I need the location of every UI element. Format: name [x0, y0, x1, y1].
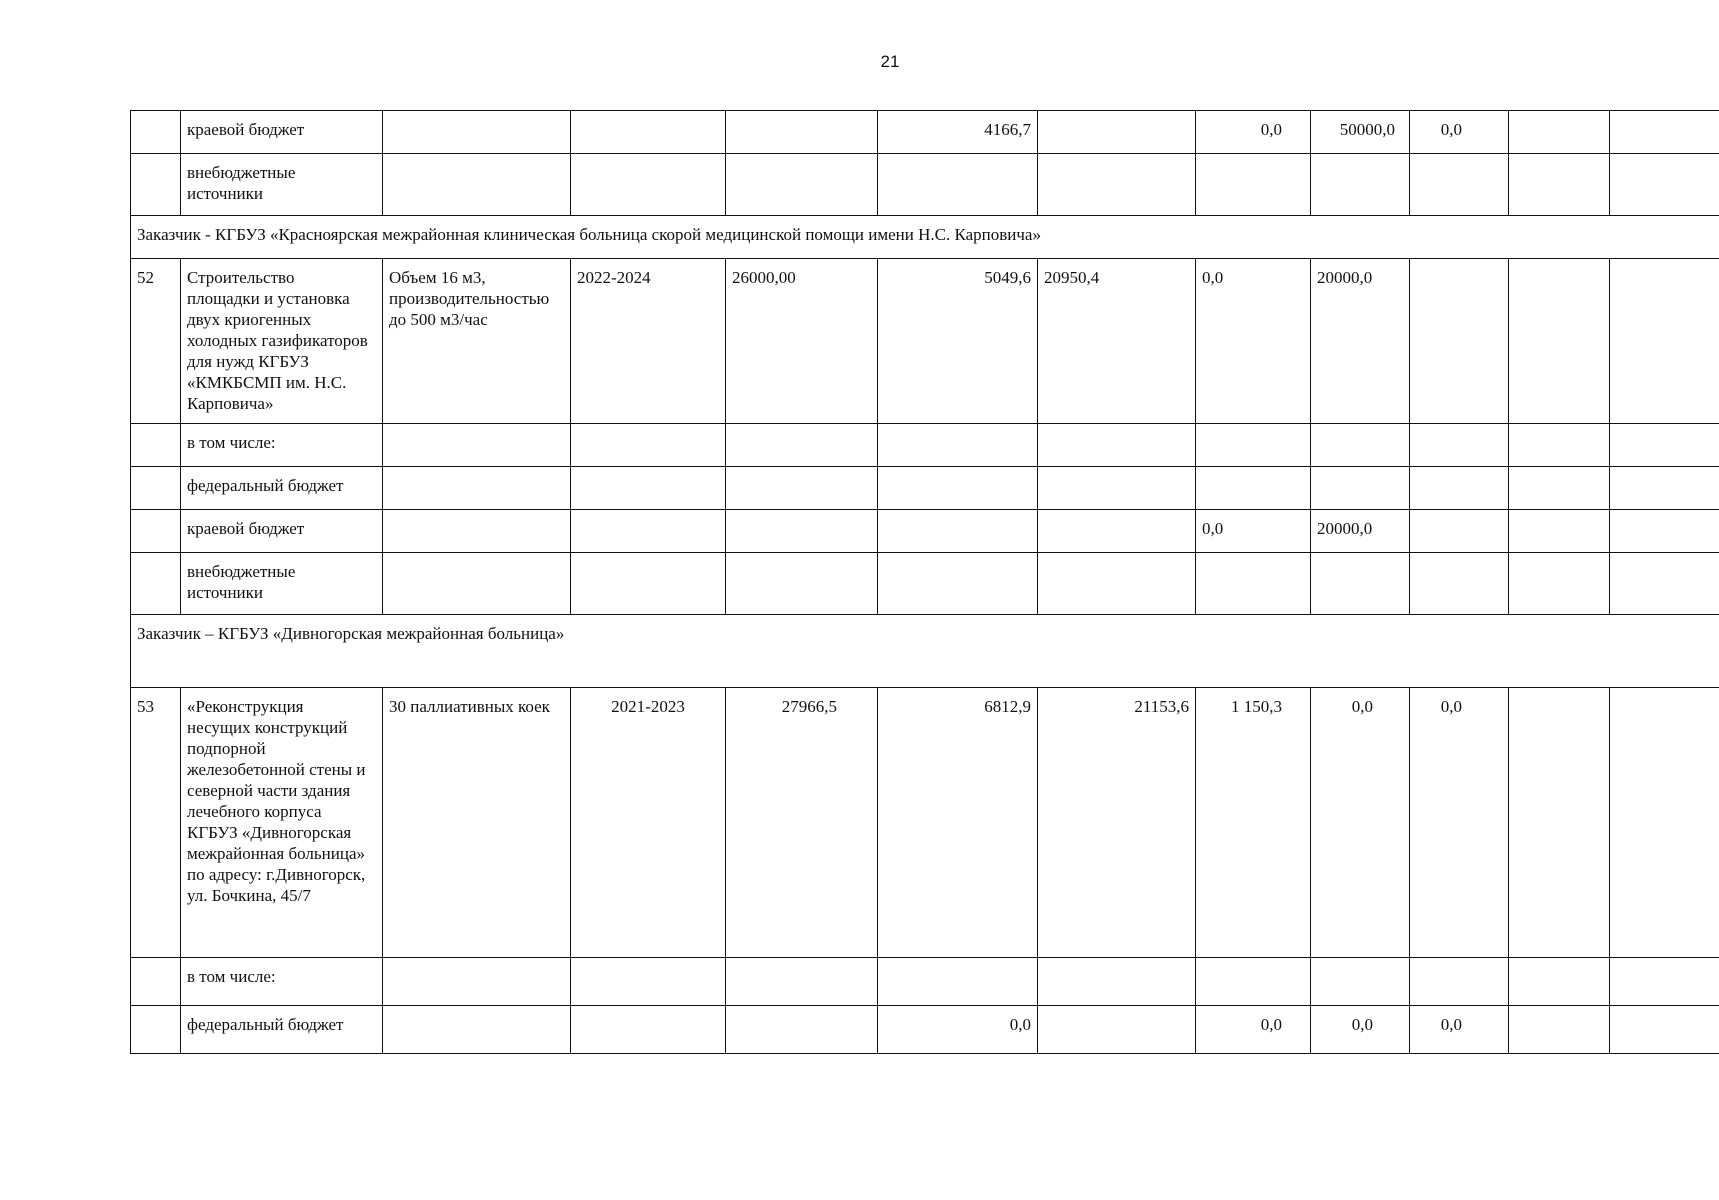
value-cell — [1410, 424, 1509, 467]
value-cell: 0,0 — [1196, 510, 1311, 553]
value-cell — [1311, 467, 1410, 510]
row-number-cell — [131, 424, 181, 467]
value-cell — [1410, 259, 1509, 424]
value-cell — [1311, 958, 1410, 1006]
customer-heading: Заказчик - КГБУЗ «Красноярская межрайонная клиническая больница скорой медицинской помощи имени Н.С. Карповича» — [131, 216, 1719, 259]
period-cell — [571, 510, 726, 553]
value-cell — [1509, 1006, 1610, 1054]
capacity-cell — [383, 958, 571, 1006]
value-cell — [1509, 259, 1610, 424]
capacity-cell — [383, 1006, 571, 1054]
value-cell — [1196, 467, 1311, 510]
capacity-cell — [383, 467, 571, 510]
value-cell — [1311, 553, 1410, 615]
value-cell — [1410, 467, 1509, 510]
value-cell: 6812,9 — [878, 688, 1038, 958]
value-cell — [1610, 553, 1719, 615]
value-cell: 0,0 — [1196, 111, 1311, 154]
estimated-cost-cell: 27966,5 — [726, 688, 878, 958]
value-cell — [1610, 259, 1719, 424]
estimated-cost-cell — [726, 510, 878, 553]
description-cell: федеральный бюджет — [181, 1006, 383, 1054]
capacity-cell: 30 паллиативных коек — [383, 688, 571, 958]
value-cell — [1509, 958, 1610, 1006]
value-cell: 0,0 — [1410, 1006, 1509, 1054]
table-row — [131, 553, 1719, 615]
table-row — [131, 467, 1719, 510]
row-number-cell — [131, 510, 181, 553]
row-number-cell — [131, 958, 181, 1006]
value-cell — [1196, 424, 1311, 467]
value-cell — [1038, 154, 1196, 216]
value-cell — [1311, 424, 1410, 467]
description-cell: Строительство площадки и установка двух криогенных холодных газификаторов для нужд КГБУЗ «КМКБСМП им. Н.С. Карповича» — [181, 259, 383, 424]
value-cell: 0,0 — [1196, 259, 1311, 424]
value-cell — [1509, 154, 1610, 216]
estimated-cost-cell — [726, 1006, 878, 1054]
value-cell — [1038, 424, 1196, 467]
value-cell — [1410, 510, 1509, 553]
period-cell — [571, 1006, 726, 1054]
capacity-cell — [383, 154, 571, 216]
description-cell: в том числе: — [181, 958, 383, 1006]
value-cell: 0,0 — [878, 1006, 1038, 1054]
period-cell — [571, 467, 726, 510]
table-row — [131, 688, 1719, 958]
estimated-cost-cell — [726, 553, 878, 615]
budget-table — [130, 110, 1719, 1054]
capacity-cell — [383, 424, 571, 467]
row-number-cell — [131, 1006, 181, 1054]
capacity-cell: Объем 16 м3, производительностью до 500 м3/час — [383, 259, 571, 424]
customer-heading: Заказчик – КГБУЗ «Дивногорская межрайонная больница» — [131, 615, 1719, 688]
period-cell — [571, 154, 726, 216]
value-cell — [1196, 958, 1311, 1006]
value-cell — [1196, 154, 1311, 216]
value-cell — [1509, 688, 1610, 958]
description-cell: «Реконструкция несущих конструкций подпорной железобетонной стены и северной части здания лечебного корпуса КГБУЗ «Дивногорская межрайонная больница» по адресу: г.Дивногорск, ул. Бочкина, 45/7 — [181, 688, 383, 958]
value-cell — [1038, 467, 1196, 510]
description-cell: внебюджетные источники — [181, 553, 383, 615]
table-row — [131, 259, 1719, 424]
value-cell — [878, 958, 1038, 1006]
value-cell — [1410, 154, 1509, 216]
row-number-cell: 52 — [131, 259, 181, 424]
period-cell — [571, 958, 726, 1006]
estimated-cost-cell — [726, 111, 878, 154]
description-cell: внебюджетные источники — [181, 154, 383, 216]
description-cell: краевой бюджет — [181, 111, 383, 154]
value-cell — [1509, 553, 1610, 615]
description-cell: в том числе: — [181, 424, 383, 467]
value-cell — [1610, 958, 1719, 1006]
value-cell — [1610, 510, 1719, 553]
value-cell — [878, 553, 1038, 615]
capacity-cell — [383, 510, 571, 553]
row-number-cell — [131, 154, 181, 216]
row-number-cell: 53 — [131, 688, 181, 958]
value-cell — [878, 510, 1038, 553]
value-cell — [1038, 1006, 1196, 1054]
value-cell: 4166,7 — [878, 111, 1038, 154]
section-row — [131, 615, 1719, 688]
section-row — [131, 216, 1719, 259]
value-cell — [1410, 958, 1509, 1006]
estimated-cost-cell — [726, 424, 878, 467]
value-cell: 5049,6 — [878, 259, 1038, 424]
period-cell — [571, 553, 726, 615]
value-cell: 21153,6 — [1038, 688, 1196, 958]
value-cell — [1610, 1006, 1719, 1054]
value-cell: 0,0 — [1311, 1006, 1410, 1054]
value-cell — [1610, 111, 1719, 154]
estimated-cost-cell — [726, 467, 878, 510]
value-cell: 20950,4 — [1038, 259, 1196, 424]
value-cell — [1509, 510, 1610, 553]
capacity-cell — [383, 553, 571, 615]
value-cell — [1509, 424, 1610, 467]
row-number-cell — [131, 553, 181, 615]
value-cell: 20000,0 — [1311, 510, 1410, 553]
document-sheet — [130, 110, 1719, 1054]
table-row — [131, 424, 1719, 467]
period-cell — [571, 424, 726, 467]
value-cell — [1038, 553, 1196, 615]
capacity-cell — [383, 111, 571, 154]
value-cell — [1196, 553, 1311, 615]
page-number: 21 — [880, 52, 900, 71]
period-cell: 2021-2023 — [571, 688, 726, 958]
value-cell: 0,0 — [1311, 688, 1410, 958]
value-cell: 0,0 — [1410, 688, 1509, 958]
value-cell — [1509, 467, 1610, 510]
description-cell: федеральный бюджет — [181, 467, 383, 510]
value-cell — [1610, 154, 1719, 216]
value-cell — [878, 424, 1038, 467]
value-cell: 0,0 — [1410, 111, 1509, 154]
table-row — [131, 154, 1719, 216]
value-cell — [1038, 111, 1196, 154]
value-cell — [1038, 958, 1196, 1006]
value-cell — [1610, 424, 1719, 467]
value-cell: 1 150,3 — [1196, 688, 1311, 958]
value-cell — [1610, 467, 1719, 510]
row-number-cell — [131, 111, 181, 154]
value-cell — [1311, 154, 1410, 216]
period-cell — [571, 111, 726, 154]
estimated-cost-cell — [726, 958, 878, 1006]
value-cell — [1038, 510, 1196, 553]
value-cell — [878, 467, 1038, 510]
table-row — [131, 111, 1719, 154]
table-row — [131, 1006, 1719, 1054]
value-cell — [1509, 111, 1610, 154]
value-cell — [878, 154, 1038, 216]
value-cell — [1410, 553, 1509, 615]
value-cell: 50000,0 — [1311, 111, 1410, 154]
table-row — [131, 958, 1719, 1006]
table-row — [131, 510, 1719, 553]
value-cell: 20000,0 — [1311, 259, 1410, 424]
value-cell — [1610, 688, 1719, 958]
period-cell: 2022-2024 — [571, 259, 726, 424]
estimated-cost-cell — [726, 154, 878, 216]
value-cell: 0,0 — [1196, 1006, 1311, 1054]
description-cell: краевой бюджет — [181, 510, 383, 553]
estimated-cost-cell: 26000,00 — [726, 259, 878, 424]
row-number-cell — [131, 467, 181, 510]
